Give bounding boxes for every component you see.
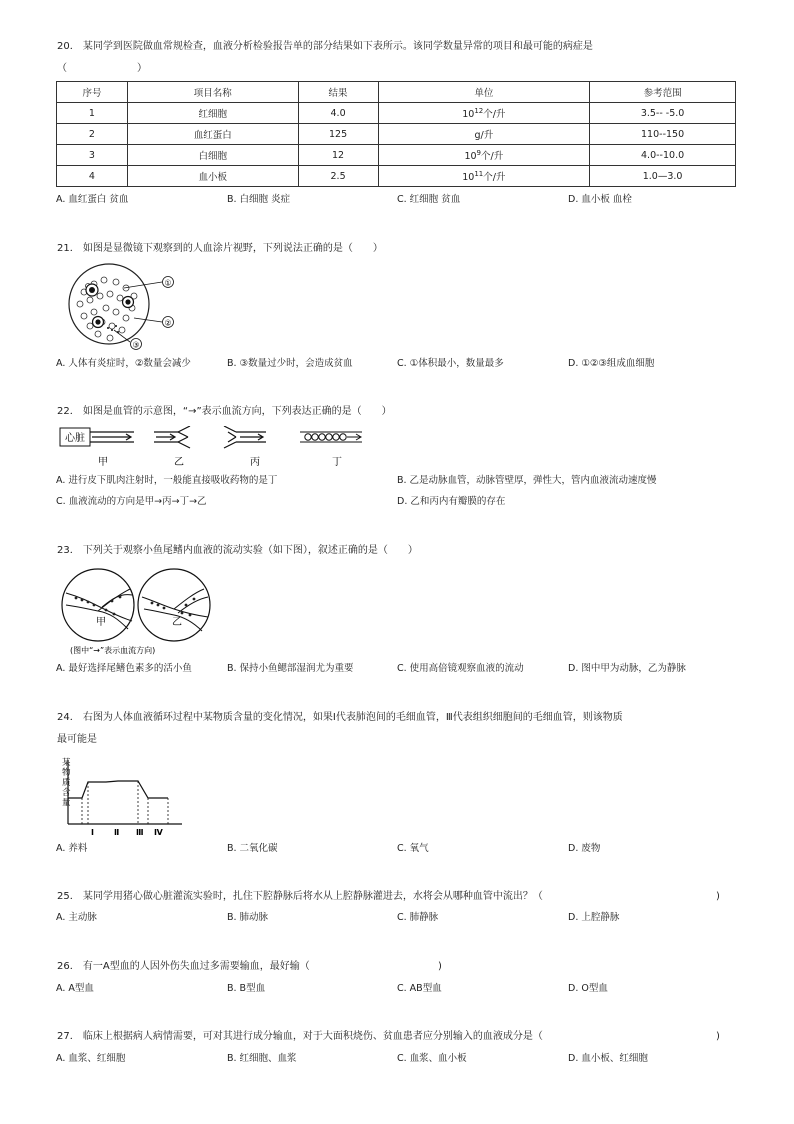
q20-option-d[interactable]: D. 血小板 血栓 [568, 194, 632, 205]
question-22-stem: 22． 如图是血管的示意图，“→”表示血流方向，下列表达正确的是（ ） [57, 406, 392, 417]
field-yi [138, 569, 210, 641]
question-27-stem: 27． 临床上根据病人病情需要，可对其进行成分输血，对于大面积烧伤、贫血患者应分别输入的血液成分是（ [57, 1031, 543, 1042]
q22-option-d[interactable]: D. 乙和丙内有瓣膜的存在 [397, 496, 506, 507]
fish-tail-blood-flow-figure [58, 567, 218, 657]
row-no: 4 [57, 166, 128, 187]
field-label-yi: 乙 [172, 617, 182, 628]
unit-exponent: 11 [474, 169, 484, 178]
row-item: 血红蛋白 [127, 124, 298, 145]
ylabel-char: 物 [62, 768, 71, 778]
row-result: 2.5 [298, 166, 378, 187]
blood-smear-figure [64, 262, 194, 352]
row-no: 3 [57, 145, 128, 166]
row-item: 血小板 [127, 166, 298, 187]
q27-option-d[interactable]: D. 血小板、红细胞 [568, 1053, 648, 1064]
q23-option-d[interactable]: D. 图中甲为动脉，乙为静脉 [568, 663, 686, 674]
ylabel-char: 量 [62, 798, 71, 808]
table-row [57, 124, 736, 145]
q21-option-d[interactable]: D. ①②③组成血细胞 [568, 358, 655, 369]
row-range: 110--150 [590, 124, 736, 145]
unit-base: 10 [462, 109, 475, 120]
q25-option-d[interactable]: D. 上腔静脉 [568, 912, 620, 923]
row-item: 红细胞 [127, 103, 298, 124]
q21-option-a[interactable]: A. 人体有炎症时，②数量会减少 [56, 358, 191, 369]
ylabel-char: 质 [62, 778, 71, 788]
vessel-ding [300, 432, 362, 442]
q23-option-b[interactable]: B. 保持小鱼鳃部湿润尤为重要 [227, 663, 354, 674]
q20-option-c[interactable]: C. 红细胞 贫血 [397, 194, 461, 205]
ylabel-char: 含 [62, 788, 71, 798]
q20-option-a[interactable]: A. 血红蛋白 贫血 [56, 194, 129, 205]
question-24-stem-line1: 24． 右图为人体血液循环过程中某物质含量的变化情况，如果Ⅰ代表肺泡间的毛细血管，Ⅲ代表组织细胞间的毛细血管，则该物质 [57, 712, 623, 723]
row-unit [378, 166, 590, 187]
unit-tail: 个/升 [483, 172, 506, 183]
unit-base: 10 [462, 172, 475, 183]
unit-exponent: 12 [474, 106, 484, 115]
row-unit [378, 145, 590, 166]
unit-tail: 个/升 [481, 151, 504, 162]
row-unit [378, 124, 590, 145]
q25-option-b[interactable]: B. 肺动脉 [227, 912, 269, 923]
level-curve [68, 781, 168, 798]
label-1: ① [164, 278, 172, 288]
x-tick: Ⅰ [91, 828, 94, 837]
q20-option-b[interactable]: B. 白细胞 炎症 [227, 194, 291, 205]
question-25-close-paren: ) [716, 891, 720, 902]
q26-option-d[interactable]: D. O型血 [568, 983, 608, 994]
q24-option-a[interactable]: A. 养料 [56, 843, 88, 854]
row-no: 2 [57, 124, 128, 145]
row-no: 1 [57, 103, 128, 124]
q23-option-a[interactable]: A. 最好选择尾鳍色素多的活小鱼 [56, 663, 192, 674]
vessel-yi [154, 426, 190, 448]
question-27-close-paren: ) [716, 1031, 720, 1042]
row-result: 12 [298, 145, 378, 166]
question-26-close-paren: ) [438, 961, 442, 972]
q27-option-c[interactable]: C. 血浆、血小板 [397, 1053, 467, 1064]
header-unit: 单位 [378, 82, 590, 103]
row-range: 1.0—3.0 [590, 166, 736, 187]
q24-option-c[interactable]: C. 氧气 [397, 843, 429, 854]
vessel-jia [90, 432, 134, 442]
ylabel-char: 某 [62, 758, 71, 768]
unit-base: g/升 [474, 130, 494, 141]
vessel-label-jia: 甲 [98, 457, 108, 468]
unit-exponent: 9 [476, 148, 482, 157]
q25-option-a[interactable]: A. 主动脉 [56, 912, 97, 923]
table-row [57, 145, 736, 166]
table-row [57, 103, 736, 124]
row-result: 125 [298, 124, 378, 145]
question-20-stem: 20． 某同学到医院做血常规检查，血液分析检验报告单的部分结果如下表所示。该同学数量异常的项目和最可能的病症是 [57, 41, 593, 52]
row-range: 4.0--10.0 [590, 145, 736, 166]
substance-level-chart [54, 754, 184, 840]
unit-tail: 个/升 [483, 109, 506, 120]
field-jia [62, 569, 134, 641]
blood-test-table [56, 81, 736, 187]
row-item: 白细胞 [127, 145, 298, 166]
header-no: 序号 [57, 82, 128, 103]
q27-option-b[interactable]: B. 红细胞、血浆 [227, 1053, 297, 1064]
x-tick: Ⅱ [114, 828, 120, 837]
heart-label: 心脏 [65, 433, 85, 444]
q22-option-a[interactable]: A. 进行皮下肌肉注射时，一般能直接吸收药物的是丁 [56, 475, 278, 486]
q21-option-c[interactable]: C. ①体积最小，数量最多 [397, 358, 504, 369]
row-unit [378, 103, 590, 124]
vessel-label-ding: 丁 [332, 457, 342, 468]
q26-option-b[interactable]: B. B型血 [227, 983, 266, 994]
row-result: 4.0 [298, 103, 378, 124]
label-2: ② [164, 318, 172, 328]
question-23-stem: 23． 下列关于观察小鱼尾鳍内血液的流动实验（如下图），叙述正确的是（ ） [57, 545, 418, 556]
label-3: ③ [132, 340, 140, 350]
header-result: 结果 [298, 82, 378, 103]
q21-option-b[interactable]: B. ③数量过少时，会造成贫血 [227, 358, 353, 369]
q22-option-b[interactable]: B. 乙是动脉血管，动脉管壁厚，弹性大，管内血液流动速度慢 [397, 475, 657, 486]
q24-option-b[interactable]: B. 二氧化碳 [227, 843, 278, 854]
x-tick: Ⅳ [154, 828, 163, 837]
question-24-stem-line2: 最可能是 [57, 734, 97, 745]
q22-option-c[interactable]: C. 血液流动的方向是甲→丙→丁→乙 [56, 496, 207, 507]
question-21-stem: 21． 如图是显微镜下观察到的人血涂片视野，下列说法正确的是（ ） [57, 243, 383, 254]
question-20-answer-paren: （ ） [57, 63, 147, 74]
header-range: 参考范围 [590, 82, 736, 103]
q26-option-a[interactable]: A. A型血 [56, 983, 94, 994]
field-label-jia: 甲 [96, 617, 106, 628]
row-range: 3.5-- -5.0 [590, 103, 736, 124]
q24-option-d[interactable]: D. 废物 [568, 843, 601, 854]
header-item: 项目名称 [127, 82, 298, 103]
vessel-label-bing: 丙 [250, 457, 260, 468]
vessel-label-yi: 乙 [174, 457, 184, 468]
q25-option-c[interactable]: C. 肺静脉 [397, 912, 439, 923]
figure-caption: (图中“→”表示血流方向) [70, 646, 156, 655]
table-row [57, 166, 736, 187]
question-26-stem: 26． 有一A型血的人因外伤失血过多需要输血，最好输（ [57, 961, 310, 972]
q23-option-c[interactable]: C. 使用高倍镜观察血液的流动 [397, 663, 524, 674]
x-tick: Ⅲ [136, 828, 144, 837]
vessel-bing [224, 426, 266, 448]
q26-option-c[interactable]: C. AB型血 [397, 983, 442, 994]
question-25-stem: 25． 某同学用猪心做心脏灌流实验时，扎住下腔静脉后将水从上腔静脉灌进去，水将会从哪种血管中流出？（ [57, 891, 543, 902]
blood-vessel-diagram [56, 426, 386, 472]
q27-option-a[interactable]: A. 血浆、红细胞 [56, 1053, 126, 1064]
unit-base: 10 [464, 151, 477, 162]
table-header-row [57, 82, 736, 103]
